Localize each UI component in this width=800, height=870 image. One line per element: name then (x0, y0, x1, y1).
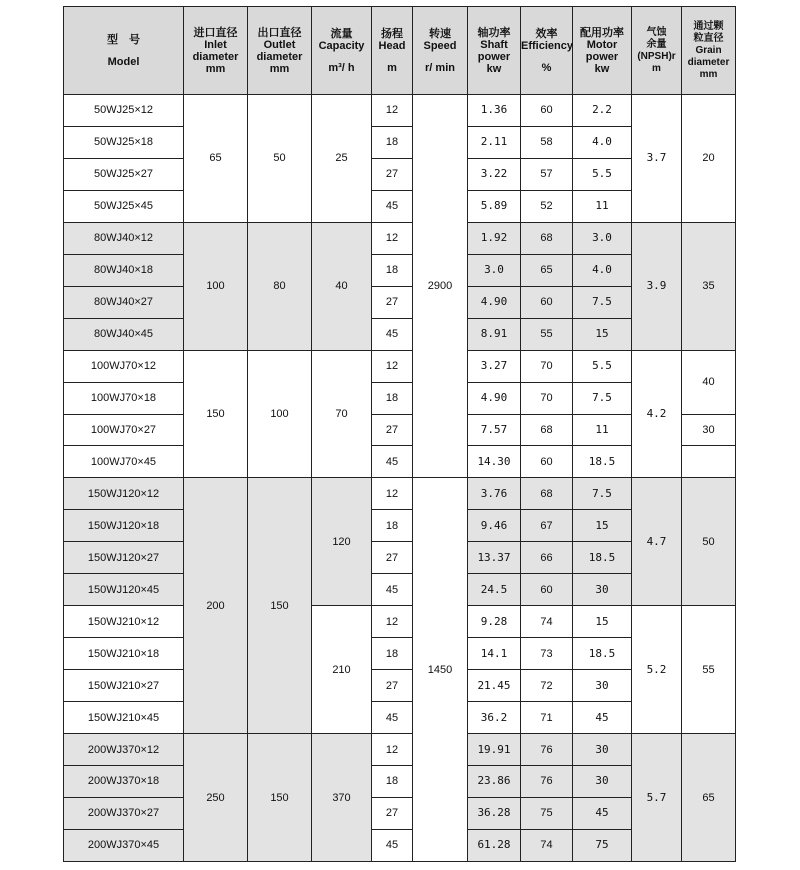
header-head (372, 7, 413, 95)
motor-cell: 11 (573, 414, 632, 446)
shaft-cell: 1.36 (468, 95, 521, 127)
header-model (64, 7, 184, 95)
header-shaft-en2: power (477, 50, 511, 63)
shaft-cell: 14.1 (468, 638, 521, 670)
motor-cell: 45 (573, 797, 632, 829)
head-cell: 27 (372, 286, 413, 318)
eff-cell: 71 (521, 702, 573, 734)
shaft-cell: 24.5 (468, 574, 521, 606)
head-cell: 18 (372, 766, 413, 798)
table-row (64, 606, 736, 638)
header-inlet (184, 7, 248, 95)
grain-cell: 55 (682, 606, 736, 734)
header-capacity-unit: m³/ h (328, 61, 355, 74)
head-cell: 12 (372, 350, 413, 382)
eff-cell: 67 (521, 510, 573, 542)
grain-cell: 30 (682, 414, 736, 446)
header-grain-cn2: 粒直径 (693, 32, 724, 44)
motor-cell: 30 (573, 734, 632, 766)
model-cell: 50WJ25×12 (64, 95, 184, 127)
spacer (64, 46, 183, 56)
outlet-cell: 150 (248, 478, 312, 734)
header-npsh-en: (NPSH)r (637, 50, 676, 62)
header-speed-unit: r/ min (425, 61, 455, 74)
header-npsh-cn2: 余量 (646, 38, 667, 50)
head-cell: 45 (372, 829, 413, 861)
header-npsh (632, 7, 682, 95)
head-cell: 45 (372, 574, 413, 606)
shaft-cell: 61.28 (468, 829, 521, 861)
header-inlet-unit: mm (205, 62, 226, 75)
outlet-cell: 80 (248, 222, 312, 350)
header-outlet-unit: mm (269, 62, 290, 75)
eff-cell: 60 (521, 574, 573, 606)
eff-cell: 76 (521, 734, 573, 766)
inlet-cell: 65 (184, 95, 248, 223)
eff-cell: 65 (521, 254, 573, 286)
shaft-cell: 23.86 (468, 766, 521, 798)
motor-cell: 15 (573, 606, 632, 638)
header-row (64, 7, 736, 95)
header-speed (413, 7, 468, 95)
motor-cell: 15 (573, 510, 632, 542)
outlet-cell: 150 (248, 734, 312, 862)
motor-cell: 7.5 (573, 478, 632, 510)
model-cell: 150WJ120×12 (64, 478, 184, 510)
header-grain-unit: mm (699, 68, 718, 80)
motor-cell: 15 (573, 318, 632, 350)
spacer (521, 52, 572, 62)
head-cell: 45 (372, 702, 413, 734)
model-cell: 200WJ370×45 (64, 829, 184, 861)
model-cell: 50WJ25×27 (64, 158, 184, 190)
model-cell: 50WJ25×45 (64, 190, 184, 222)
shaft-cell: 8.91 (468, 318, 521, 350)
eff-cell: 55 (521, 318, 573, 350)
grain-cell: 35 (682, 222, 736, 350)
header-shaft-en1: Shaft (480, 38, 508, 51)
motor-cell: 5.5 (573, 350, 632, 382)
inlet-cell: 100 (184, 222, 248, 350)
head-cell: 27 (372, 414, 413, 446)
grain-cell-empty (682, 446, 736, 478)
motor-cell: 3.0 (573, 222, 632, 254)
eff-cell: 58 (521, 126, 573, 158)
model-cell: 100WJ70×27 (64, 414, 184, 446)
table-row (64, 478, 736, 510)
npsh-cell: 4.7 (632, 478, 682, 606)
header-eff-en: Efficiency (521, 39, 573, 52)
header-inlet-cn: 进口直径 (193, 26, 238, 39)
grain-cell: 65 (682, 734, 736, 862)
head-cell: 27 (372, 797, 413, 829)
shaft-cell: 3.27 (468, 350, 521, 382)
eff-cell: 72 (521, 670, 573, 702)
motor-cell: 4.0 (573, 126, 632, 158)
model-cell: 150WJ210×18 (64, 638, 184, 670)
shaft-cell: 7.57 (468, 414, 521, 446)
model-cell: 80WJ40×27 (64, 286, 184, 318)
table-row (64, 95, 736, 127)
shaft-cell: 1.92 (468, 222, 521, 254)
speed-cell: 2900 (413, 95, 468, 478)
header-speed-cn: 转速 (429, 27, 451, 40)
header-grain-cn1: 通过颗 (693, 20, 724, 32)
header-capacity-cn: 流量 (330, 27, 353, 40)
grain-cell: 50 (682, 478, 736, 606)
shaft-cell: 3.0 (468, 254, 521, 286)
shaft-cell: 21.45 (468, 670, 521, 702)
eff-cell: 60 (521, 286, 573, 318)
model-cell: 80WJ40×12 (64, 222, 184, 254)
header-npsh-unit: m (652, 62, 661, 74)
header-outlet-en2: diameter (256, 50, 303, 63)
motor-cell: 30 (573, 574, 632, 606)
shaft-cell: 3.76 (468, 478, 521, 510)
motor-cell: 45 (573, 702, 632, 734)
header-head-unit: m (387, 61, 397, 74)
shaft-cell: 9.28 (468, 606, 521, 638)
header-outlet-cn: 出口直径 (257, 26, 302, 39)
npsh-cell: 5.7 (632, 734, 682, 862)
motor-cell: 18.5 (573, 446, 632, 478)
header-shaft-cn: 轴功率 (477, 26, 511, 39)
motor-cell: 5.5 (573, 158, 632, 190)
motor-cell: 7.5 (573, 286, 632, 318)
header-head-cn: 扬程 (381, 27, 403, 40)
capacity-cell: 70 (312, 350, 372, 478)
shaft-cell: 3.22 (468, 158, 521, 190)
head-cell: 18 (372, 638, 413, 670)
header-motor (573, 7, 632, 95)
model-cell: 100WJ70×18 (64, 382, 184, 414)
npsh-cell: 3.9 (632, 222, 682, 350)
model-cell: 150WJ120×18 (64, 510, 184, 542)
eff-cell: 73 (521, 638, 573, 670)
eff-cell: 74 (521, 606, 573, 638)
motor-cell: 2.2 (573, 95, 632, 127)
table-row (64, 350, 736, 382)
header-eff-unit: % (541, 61, 552, 74)
eff-cell: 74 (521, 829, 573, 861)
eff-cell: 70 (521, 382, 573, 414)
motor-cell: 18.5 (573, 542, 632, 574)
eff-cell: 66 (521, 542, 573, 574)
head-cell: 12 (372, 222, 413, 254)
header-efficiency (521, 7, 573, 95)
npsh-cell: 5.2 (632, 606, 682, 734)
eff-cell: 52 (521, 190, 573, 222)
head-cell: 12 (372, 478, 413, 510)
head-cell: 18 (372, 254, 413, 286)
eff-cell: 60 (521, 95, 573, 127)
eff-cell: 57 (521, 158, 573, 190)
motor-cell: 30 (573, 670, 632, 702)
header-model-cn: 型 号 (107, 33, 140, 46)
head-cell: 12 (372, 734, 413, 766)
npsh-cell: 3.7 (632, 95, 682, 223)
eff-cell: 68 (521, 414, 573, 446)
motor-cell: 18.5 (573, 638, 632, 670)
shaft-cell: 5.89 (468, 190, 521, 222)
model-cell: 50WJ25×18 (64, 126, 184, 158)
header-eff-cn: 效率 (535, 27, 558, 40)
model-cell: 150WJ120×45 (64, 574, 184, 606)
head-cell: 18 (372, 510, 413, 542)
outlet-cell: 50 (248, 95, 312, 223)
table-row (64, 222, 736, 254)
motor-cell: 11 (573, 190, 632, 222)
header-npsh-cn1: 气蚀 (646, 26, 667, 38)
motor-cell: 4.0 (573, 254, 632, 286)
spacer (372, 52, 412, 62)
eff-cell: 68 (521, 222, 573, 254)
head-cell: 45 (372, 318, 413, 350)
capacity-cell: 25 (312, 95, 372, 223)
eff-cell: 60 (521, 446, 573, 478)
shaft-cell: 19.91 (468, 734, 521, 766)
spacer (312, 52, 371, 62)
shaft-cell: 14.30 (468, 446, 521, 478)
header-head-en: Head (378, 39, 406, 52)
eff-cell: 68 (521, 478, 573, 510)
header-speed-en: Speed (423, 39, 457, 52)
model-cell: 150WJ210×27 (64, 670, 184, 702)
shaft-cell: 36.2 (468, 702, 521, 734)
eff-cell: 76 (521, 766, 573, 798)
header-inlet-en2: diameter (192, 50, 239, 63)
outlet-cell: 100 (248, 350, 312, 478)
model-cell: 200WJ370×12 (64, 734, 184, 766)
head-cell: 45 (372, 446, 413, 478)
inlet-cell: 200 (184, 478, 248, 734)
model-cell: 150WJ210×45 (64, 702, 184, 734)
header-motor-en1: Motor (586, 38, 618, 51)
capacity-cell: 120 (312, 478, 372, 606)
head-cell: 27 (372, 542, 413, 574)
model-cell: 100WJ70×45 (64, 446, 184, 478)
grain-cell: 20 (682, 95, 736, 223)
header-model-en: Model (107, 55, 140, 68)
head-cell: 45 (372, 190, 413, 222)
capacity-cell: 40 (312, 222, 372, 350)
shaft-cell: 13.37 (468, 542, 521, 574)
header-grain-en1: Grain (695, 44, 722, 56)
model-cell: 150WJ210×12 (64, 606, 184, 638)
model-cell: 80WJ40×45 (64, 318, 184, 350)
head-cell: 27 (372, 158, 413, 190)
header-outlet (248, 7, 312, 95)
table-row (64, 734, 736, 766)
header-shaft-unit: kw (486, 62, 502, 75)
header-motor-unit: kw (594, 62, 610, 75)
head-cell: 12 (372, 606, 413, 638)
shaft-cell: 9.46 (468, 510, 521, 542)
npsh-cell: 4.2 (632, 350, 682, 478)
speed-cell: 1450 (413, 478, 468, 862)
header-grain-en2: diameter (687, 56, 730, 68)
header-inlet-en1: Inlet (204, 38, 227, 51)
model-cell: 200WJ370×18 (64, 766, 184, 798)
head-cell: 27 (372, 670, 413, 702)
header-capacity-en: Capacity (318, 39, 365, 52)
model-cell: 200WJ370×27 (64, 797, 184, 829)
header-motor-en2: power (585, 50, 619, 63)
header-outlet-en1: Outlet (263, 38, 296, 51)
model-cell: 80WJ40×18 (64, 254, 184, 286)
motor-cell: 75 (573, 829, 632, 861)
shaft-cell: 4.90 (468, 286, 521, 318)
head-cell: 18 (372, 126, 413, 158)
shaft-cell: 36.28 (468, 797, 521, 829)
inlet-cell: 150 (184, 350, 248, 478)
header-motor-cn: 配用功率 (580, 26, 624, 39)
pump-spec-table (63, 6, 736, 862)
eff-cell: 70 (521, 350, 573, 382)
eff-cell: 75 (521, 797, 573, 829)
shaft-cell: 4.90 (468, 382, 521, 414)
header-shaft (468, 7, 521, 95)
grain-cell: 40 (682, 350, 736, 414)
header-grain (682, 7, 736, 95)
header-capacity (312, 7, 372, 95)
motor-cell: 7.5 (573, 382, 632, 414)
model-cell: 100WJ70×12 (64, 350, 184, 382)
capacity-cell: 370 (312, 734, 372, 862)
model-cell: 150WJ120×27 (64, 542, 184, 574)
head-cell: 12 (372, 95, 413, 127)
inlet-cell: 250 (184, 734, 248, 862)
shaft-cell: 2.11 (468, 126, 521, 158)
motor-cell: 30 (573, 766, 632, 798)
capacity-cell: 210 (312, 606, 372, 734)
head-cell: 18 (372, 382, 413, 414)
spacer (413, 52, 467, 62)
